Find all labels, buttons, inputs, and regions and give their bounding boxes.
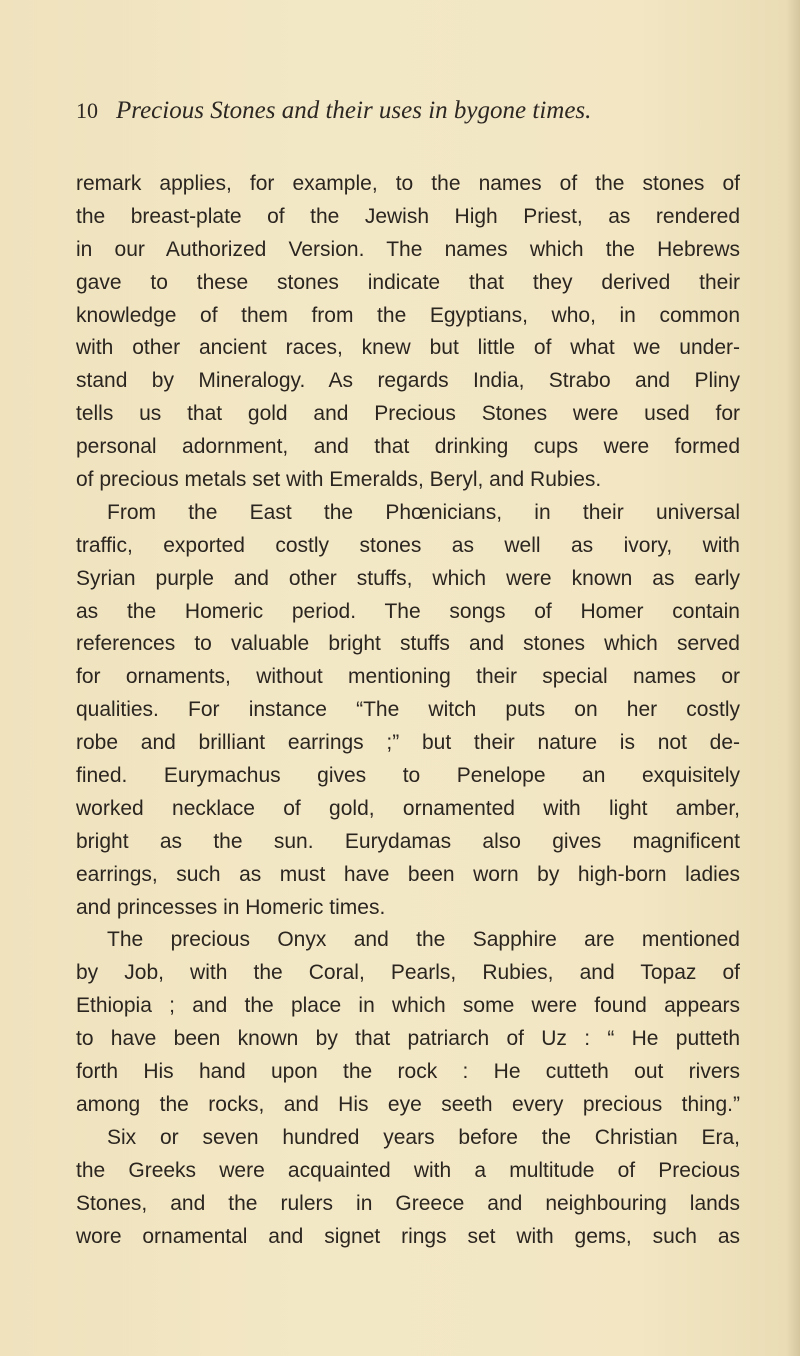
text-line: fined. Eurymachus gives to Penelope an exquisitely (76, 764, 740, 788)
text-line: traffic, exported costly stones as well as ivory, with (76, 533, 740, 557)
text-line: the breast-plate of the Jewish High Priest, as rendered (76, 204, 740, 228)
text-line: the Greeks were acquainted with a multitude of Precious (76, 1158, 740, 1182)
text-line: for ornaments, without mentioning their special names or (76, 665, 740, 689)
running-header (76, 96, 736, 126)
text-line: bright as the sun. Eurydamas also gives magnificent (76, 829, 740, 853)
text-line: qualities. For instance “The witch puts on her costly (76, 698, 740, 722)
text-line: of precious metals set with Emeralds, Beryl, and Rubies. (76, 468, 602, 492)
body-text (76, 168, 740, 1253)
text-line: Six or seven hundred years before the Christian Era, (107, 1125, 740, 1149)
text-line: robe and brilliant earrings ;” but their nature is not de- (76, 731, 740, 755)
text-line: references to valuable bright stuffs and stones which served (76, 632, 740, 656)
text-line: and princesses in Homeric times. (76, 895, 386, 919)
text-line: in our Authorized Version. The names which the Hebrews (76, 237, 740, 261)
page-number: 10 (76, 98, 98, 123)
text-line: From the East the Phœnicians, in their universal (107, 500, 740, 524)
text-line: worked necklace of gold, ornamented with light amber, (76, 796, 740, 820)
text-line: to have been known by that patriarch of Uz : “ He putteth (76, 1027, 740, 1051)
text-line: gave to these stones indicate that they derived their (76, 270, 740, 294)
text-line: Stones, and the rulers in Greece and neighbouring lands (76, 1191, 740, 1215)
text-line: The precious Onyx and the Sapphire are mentioned (107, 928, 740, 952)
text-line: personal adornment, and that drinking cups were formed (76, 435, 740, 459)
text-line: with other ancient races, knew but little of what we under- (76, 336, 740, 360)
text-line: as the Homeric period. The songs of Homer contain (76, 599, 740, 623)
text-line: knowledge of them from the Egyptians, who, in common (76, 303, 740, 327)
text-line: remark applies, for example, to the names of the stones of (76, 172, 740, 195)
text-line: stand by Mineralogy. As regards India, Strabo and Pliny (76, 369, 740, 393)
text-line: tells us that gold and Precious Stones were used for (76, 402, 740, 426)
text-line: by Job, with the Coral, Pearls, Rubies, and Topaz of (76, 961, 740, 985)
text-line: earrings, such as must have been worn by high-born ladies (76, 862, 740, 886)
text-line: Ethiopia ; and the place in which some were found appears (76, 994, 740, 1018)
page-edge-shadow (786, 0, 800, 1356)
text-line: wore ornamental and signet rings set with gems, such as (76, 1224, 740, 1248)
text-line: forth His hand upon the rock : He cutteth out rivers (76, 1060, 740, 1084)
text-line: Syrian purple and other stuffs, which were known as early (76, 566, 740, 590)
text-line: among the rocks, and His eye seeth every precious thing.” (76, 1092, 740, 1116)
running-title: Precious Stones and their uses in bygone times. (116, 97, 592, 124)
